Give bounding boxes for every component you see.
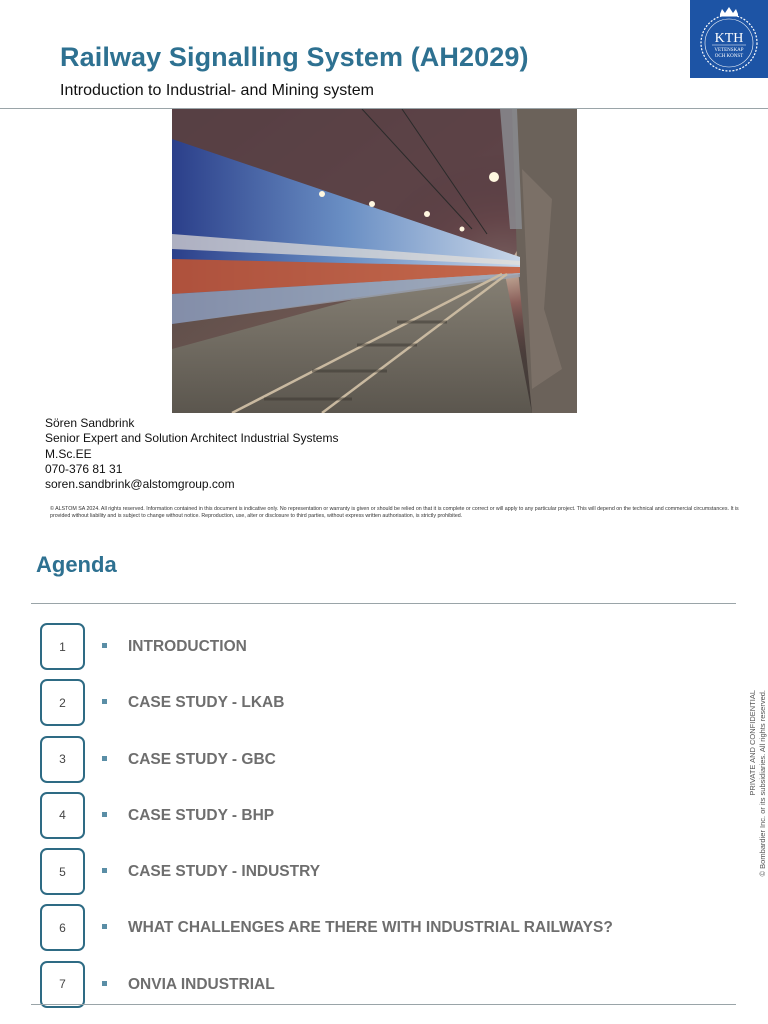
kth-crest-icon [690, 0, 768, 78]
agenda-number-box: 5 [40, 848, 85, 895]
agenda-number-box: 3 [40, 736, 85, 783]
presenter-role: Senior Expert and Solution Architect Industrial Systems [45, 431, 339, 446]
agenda-item-label: WHAT CHALLENGES ARE THERE WITH INDUSTRIAL RAILWAYS? [128, 919, 613, 937]
presenter-email: soren.sandbrink@alstomgroup.com [45, 477, 235, 492]
bullet-icon [102, 812, 107, 817]
confidentiality-line: PRIVATE AND CONFIDENTIAL [748, 690, 757, 796]
agenda-item [40, 848, 700, 904]
confidentiality-note [744, 690, 768, 910]
legal-disclaimer: © ALSTOM SA 2024. All rights reserved. Information contained in this document is indicative only. No representation or warranty is given or should be relied on that it is complete or correct or will apply to any particular project. This will depend on the technical and commercial circumstances. It is provided without liability and is subject to change without notice. Reproduction, use, alter or disclosure to third parties, without express written authorisation, is strictly prohibited. [50, 506, 739, 519]
agenda-item [40, 904, 700, 960]
agenda-item-label: ONVIA INDUSTRIAL [128, 975, 275, 993]
presenter-phone: 070-376 81 31 [45, 461, 123, 476]
agenda-item [40, 961, 700, 1017]
slide-title: Railway Signalling System (AH2029) [60, 42, 529, 72]
logo-motto-line-2: OCH KONST [714, 54, 744, 59]
presenter-degree: M.Sc.EE [45, 446, 92, 461]
copyright-line: © Bombardier Inc. or its subsidiaries. All rights reserved. [758, 690, 767, 877]
logo-text: KTH [714, 31, 744, 46]
agenda-number-box: 2 [40, 679, 85, 726]
bullet-icon [102, 981, 107, 986]
presenter-contact-block [45, 416, 338, 492]
agenda-item-label: CASE STUDY - INDUSTRY [128, 863, 321, 881]
agenda-item-label: CASE STUDY - GBC [128, 750, 276, 768]
agenda-number-box: 4 [40, 792, 85, 839]
agenda-list [40, 623, 700, 1017]
agenda-item [40, 736, 700, 792]
agenda-divider [31, 603, 736, 604]
presenter-name: Sören Sandbrink [45, 416, 135, 430]
slide-subtitle: Introduction to Industrial- and Mining system [60, 82, 374, 99]
agenda-item-label: INTRODUCTION [128, 638, 247, 655]
bullet-icon [102, 643, 107, 648]
bullet-icon [102, 868, 107, 873]
mining-train-photo [172, 109, 577, 413]
agenda-item [40, 679, 700, 735]
bullet-icon [102, 699, 107, 704]
agenda-item [40, 792, 700, 848]
agenda-heading: Agenda [36, 552, 117, 577]
bullet-icon [102, 756, 107, 761]
bullet-icon [102, 924, 107, 929]
agenda-item [40, 623, 700, 679]
agenda-number-box: 7 [40, 961, 85, 1008]
agenda-number-box: 6 [40, 904, 85, 951]
agenda-item-label: CASE STUDY - BHP [128, 806, 275, 824]
footer-divider [31, 1004, 736, 1005]
agenda-item-label: CASE STUDY - LKAB [128, 694, 285, 712]
logo-motto-line-1: VETENSKAP [714, 48, 744, 53]
agenda-number-box: 1 [40, 623, 85, 670]
kth-logo [690, 0, 768, 78]
